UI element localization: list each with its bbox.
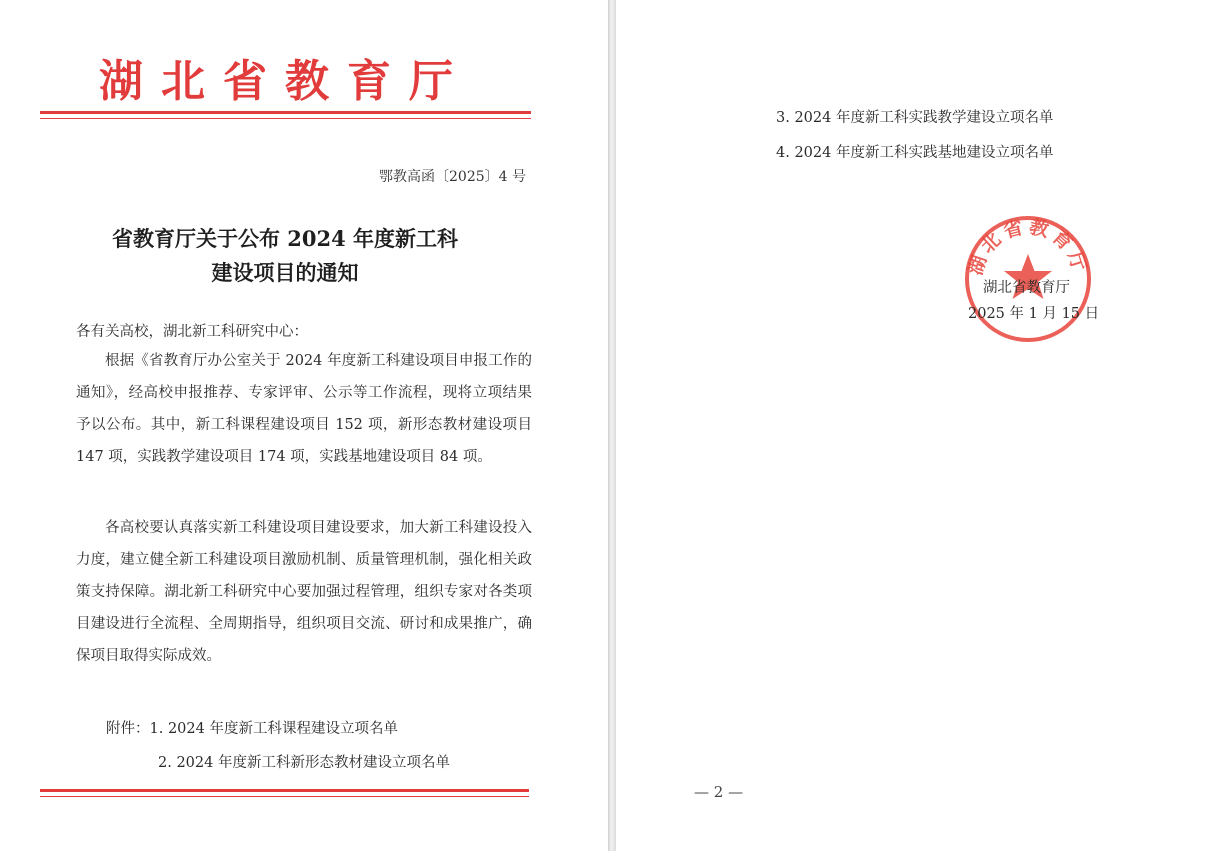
- attachment-item-4: 4. 2024 年度新工科实践基地建设立项名单: [776, 145, 1054, 161]
- attachment-label: 附件：: [106, 721, 150, 737]
- attachment-item-3: 3. 2024 年度新工科实践教学建设立项名单: [776, 110, 1054, 126]
- attachment-item-1-text: 1. 2024 年度新工科课程建设立项名单: [149, 721, 398, 737]
- document-number: 鄂教高函〔2025〕4 号: [379, 169, 526, 185]
- signature-org: 湖北省教育厅: [983, 280, 1070, 296]
- attachment-item-1: [106, 717, 398, 738]
- signature-date: 2025 年 1 月 15 日: [968, 306, 1100, 322]
- letterhead-red-rule: [40, 111, 531, 119]
- document-page-2: [616, 0, 1228, 851]
- body-paragraph-1: 根据《省教育厅办公室关于 2024 年度新工科建设项目申报工作的通知》，经高校申报推荐、专家评审、公示等工作流程，现将立项结果予以公布。其中，新工科课程建设项目 152 项，新形态教材建设项目 147 项，实践教学建设项目 174 项，实践基地建设项目 84 项。: [76, 353, 532, 465]
- page-gutter: [608, 0, 616, 851]
- page-number: — 2 —: [694, 783, 744, 801]
- attachment-item-2: 2. 2024 年度新工科新形态教材建设立项名单: [158, 755, 450, 771]
- body-paragraph-2: 各高校要认真落实新工科建设项目建设要求，加大新工科建设投入力度，建立健全新工科建设项目激励机制、质量管理机制，强化相关政策支持保障。湖北新工科研究中心要加强过程管理，组织专家对各类项目建设进行全流程、全周期指导，组织项目交流、研讨和成果推广，确保项目取得实际成效。: [76, 520, 532, 664]
- document-title-line-2: 建设项目的通知: [211, 260, 359, 285]
- letterhead-agency-name: 湖北省教育厅: [99, 56, 471, 107]
- document-page-1: [0, 0, 608, 851]
- footer-red-rule: [40, 789, 529, 797]
- document-title-line-1: 省教育厅关于公布 2024 年度新工科: [111, 226, 459, 251]
- salutation: 各有关高校，湖北新工科研究中心：: [76, 324, 308, 340]
- seal-text: 湖北省教育厅: [964, 215, 1092, 278]
- document-title: [40, 222, 530, 290]
